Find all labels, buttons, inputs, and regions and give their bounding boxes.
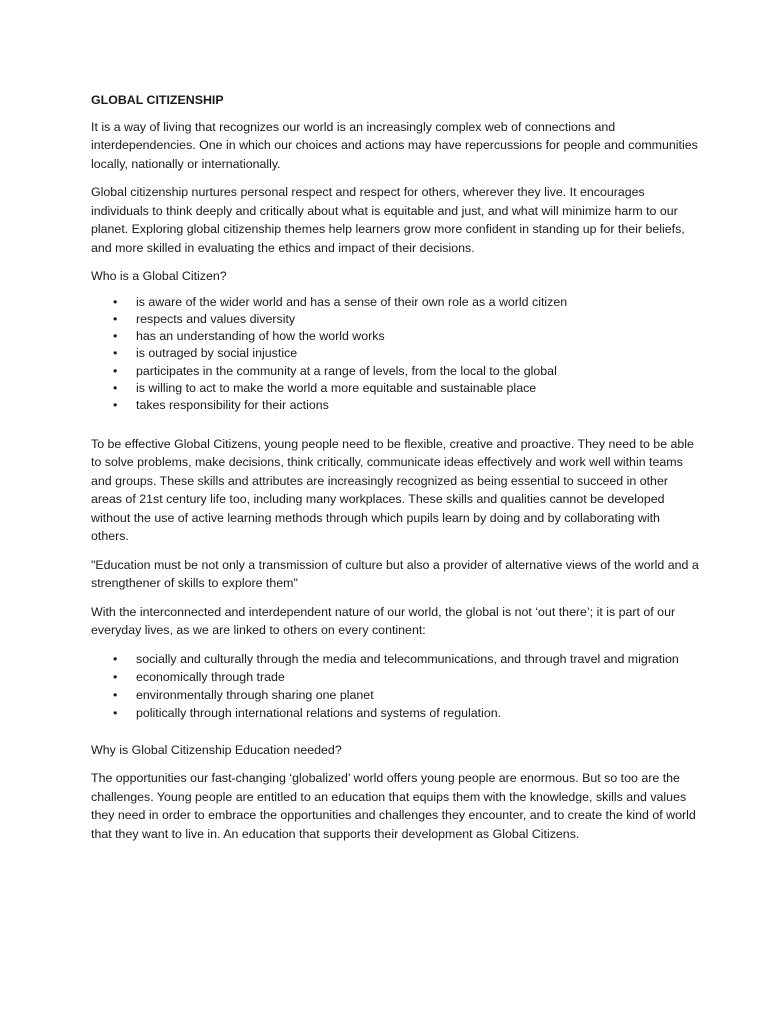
list-item (91, 294, 701, 311)
list-item-text: respects and values diversity (136, 311, 296, 326)
who-heading: Who is a Global Citizen? (91, 269, 227, 283)
list-item (91, 328, 701, 345)
list-item (91, 363, 701, 380)
why-paragraph: The opportunities our fast-changing ‘globalized’ world offers young people are enormous. But so too are the challenges. Young people are entitled to an education that equips them with the knowledge, skills and values they need in order to embrace the opportunities and challenges they encounter, and to create the kind of world that they want to live in. An education that supports their development as Global Citizens. (91, 771, 696, 841)
bullet-marker: • (113, 706, 118, 721)
bullet-marker: • (113, 688, 118, 703)
list-item (91, 397, 701, 414)
list-item (91, 311, 701, 328)
list-item-text: participates in the community at a range of levels, from the local to the global (136, 363, 557, 378)
list-item (91, 668, 701, 686)
document-title: GLOBAL CITIZENSHIP (91, 93, 224, 107)
list-item (91, 650, 701, 668)
list-item-text: is willing to act to make the world a more equitable and sustainable place (136, 380, 537, 395)
list-item (91, 380, 701, 397)
bullet-marker: • (113, 346, 118, 361)
bullet-marker: • (113, 329, 118, 344)
quote-paragraph: "Education must be not only a transmission of culture but also a provider of alternative views of the world and a strengthener of skills to explore them" (91, 557, 699, 591)
linked-bullet-list (91, 650, 701, 723)
document-page (91, 91, 701, 853)
list-item (91, 686, 701, 704)
who-bullet-list (91, 294, 701, 415)
bullet-marker: • (113, 311, 118, 326)
list-item-text: is aware of the wider world and has a sense of their own role as a world citizen (136, 294, 568, 309)
list-item-text: economically through trade (136, 669, 285, 684)
list-item-text: has an understanding of how the world works (136, 329, 385, 344)
intro-paragraph: Global citizenship nurtures personal respect and respect for others, wherever they live. It encourages individuals to think deeply and critically about what is equitable and just, and what will minimize harm to our planet. Exploring global citizenship themes help learners grow more confident in standing up for their beliefs, and more skilled in evaluating the ethics and impact of their decisions. (91, 185, 685, 255)
intro-paragraph: It is a way of living that recognizes our world is an increasingly complex web of connections and interdependencies. One in which our choices and actions may have repercussions for people and communities locally, nationally or internationally. (91, 119, 698, 171)
why-heading: Why is Global Citizenship Education needed? (91, 742, 342, 757)
list-item-text: politically through international relations and systems of regulation. (136, 706, 502, 721)
interconnected-paragraph: With the interconnected and interdependent nature of our world, the global is not ‘out there’; it is part of our everyday lives, as we are linked to others on every continent: (91, 604, 676, 638)
effective-paragraph: To be effective Global Citizens, young people need to be flexible, creative and proactive. They need to be able to solve problems, make decisions, think critically, communicate ideas effectively and work well within teams and groups. These skills and attributes are increasingly recognized as being essential to succeed in other areas of 21st century life too, including many workplaces. These skills and qualities cannot be developed without the use of active learning methods through which pupils learn by doing and by collaborating with others. (91, 436, 694, 544)
list-item-text: is outraged by social injustice (136, 346, 298, 361)
list-item (91, 704, 701, 722)
bullet-marker: • (113, 294, 118, 309)
bullet-marker: • (113, 651, 118, 666)
bullet-marker: • (113, 380, 118, 395)
bullet-marker: • (113, 363, 118, 378)
list-item-text: socially and culturally through the media and telecommunications, and through travel and migration (136, 651, 679, 666)
bullet-marker: • (113, 669, 118, 684)
list-item (91, 345, 701, 362)
list-item-text: takes responsibility for their actions (136, 398, 329, 413)
list-item-text: environmentally through sharing one planet (136, 688, 374, 703)
bullet-marker: • (113, 398, 118, 413)
